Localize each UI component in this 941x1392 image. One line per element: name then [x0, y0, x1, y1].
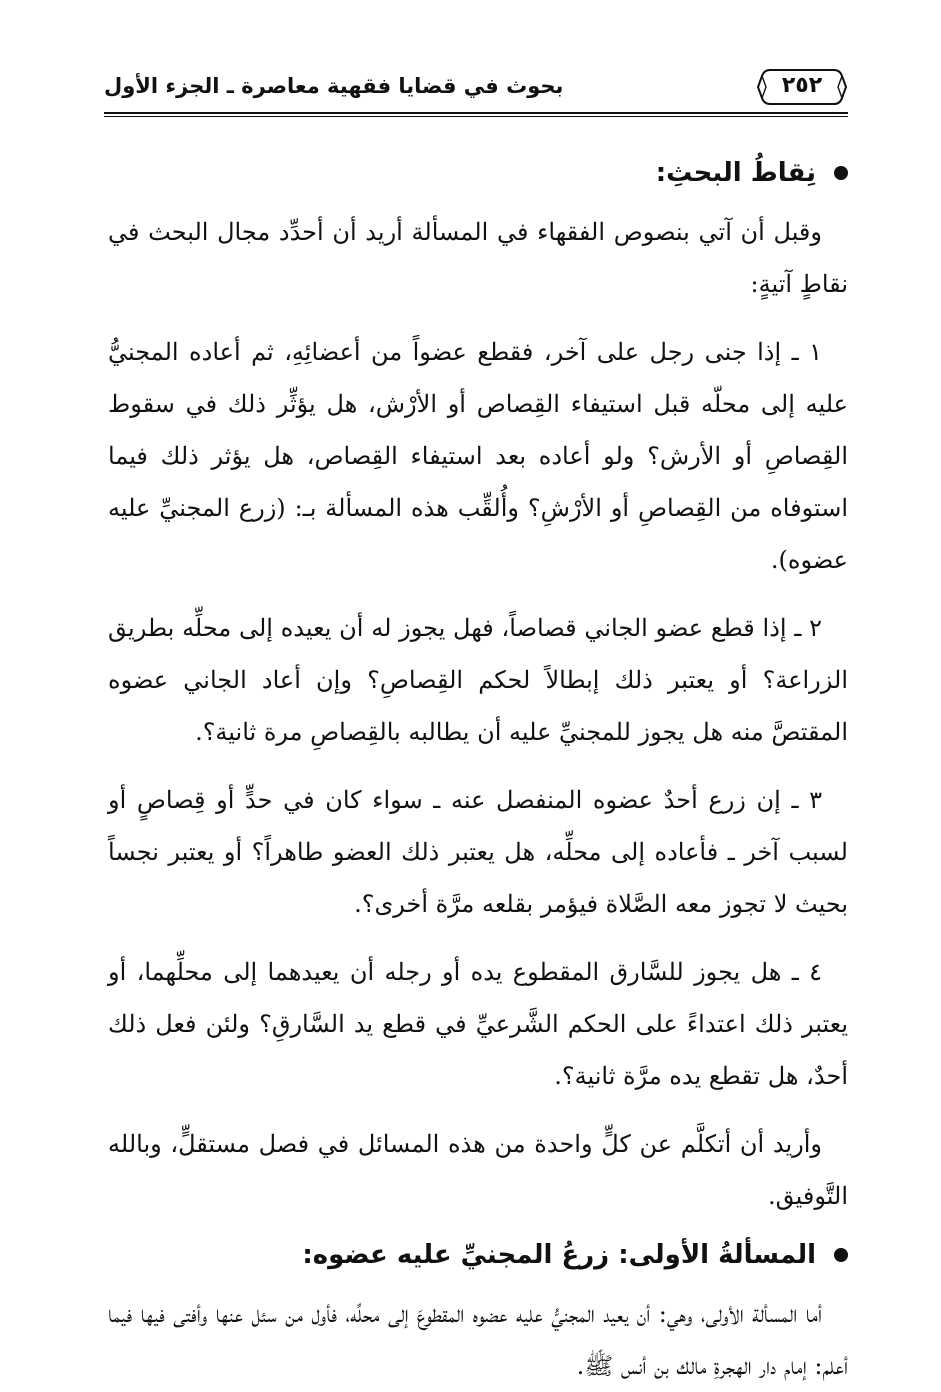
bullet-icon: [834, 1248, 848, 1262]
header-rule-thin: [104, 116, 848, 117]
page-body: [108, 150, 848, 1392]
header-rule: [104, 112, 848, 114]
section-heading-text: نِقاطُ البحثِ:: [655, 158, 816, 188]
point-2-paragraph: ٢ ـ إذا قطع عضو الجاني قصاصاً، فهل يجوز له أن يعيده إلى محلِّه بطريق الزراعة؟ أو يعتبر ذلك إبطالاً لحكم القِصاصِ؟ وإن أعاد الجاني عضوه المقتصَّ منه هل يجوز للمجنيِّ عليه أن يطالبه بالقِصاصِ مرة ثانية؟.: [108, 614, 848, 746]
closing-paragraph: وأريد أن أتكلَّم عن كلٍّ واحدة من هذه المسائل في فصل مستقلٍّ، وبالله التَّوفيق.: [108, 1130, 848, 1210]
intro-paragraph: وقبل أن آتي بنصوص الفقهاء في المسألة أريد أن أحدِّد مجال البحث في نقاطٍ آتيةٍ:: [108, 218, 848, 298]
point-4-paragraph: ٤ ـ هل يجوز للسَّارق المقطوع يده أو رجله أن يعيدهما إلى محلِّهما، أو يعتبر ذلك اعتداءً على الحكم الشَّرعيِّ في قطع يد السَّارقِ؟ ولئن فعل ذلك أحدٌ، هل تقطع يده مرَّة ثانية؟.: [108, 958, 848, 1090]
bullet-icon: [834, 166, 848, 180]
first-issue-paragraph: أما المسألة الأولى، وهي: أن يعيد المجنيُّ عليه عضوه المقطوعَ إلى محلِّه، فأول من سئل عنها وأفتى فيها فيما أعلم: إمام دار الهجرةِ مالك بن أنس ﷺ.: [108, 1300, 848, 1380]
page-number: ٢٥٢: [781, 73, 823, 98]
section-heading-first-issue: [108, 1232, 848, 1278]
page-number-badge: [756, 68, 848, 106]
section-heading-text: المسألةُ الأولى: زرعُ المجنيِّ عليه عضوه:: [302, 1240, 816, 1270]
running-header: [104, 68, 848, 112]
point-1-paragraph: ١ ـ إذا جنى رجل على آخر، فقطع عضواً من أعضائِهِ، ثم أعاده المجنيُّ عليه إلى محلّه قبل استيفاء القِصاص أو الأرْش، هل يؤثِّر ذلك في سقوط القِصاصِ أو الأرش؟ ولو أعاده بعد استيفاء القِصاص، هل يؤثر ذلك فيما استوفاه من القِصاصِ أو الأرْشِ؟ وأُلقِّب هذه المسألة بـ: (زرع المجنيِّ عليه عضوه).: [108, 338, 849, 574]
point-3-paragraph: ٣ ـ إن زرع أحدٌ عضوه المنفصل عنه ـ سواء كان في حدٍّ أو قِصاصٍ أو لسبب آخر ـ فأعاده إلى محلِّه، هل يعتبر ذلك العضو طاهراً؟ أو يعتبر نجساً بحيث لا تجوز معه الصَّلاة فيؤمر بقلعه مرَّة أخرى؟.: [108, 786, 848, 918]
book-title: بحوث في قضايا فقهية معاصرة ـ الجزء الأول: [104, 74, 564, 98]
section-heading-research-points: [108, 150, 848, 196]
